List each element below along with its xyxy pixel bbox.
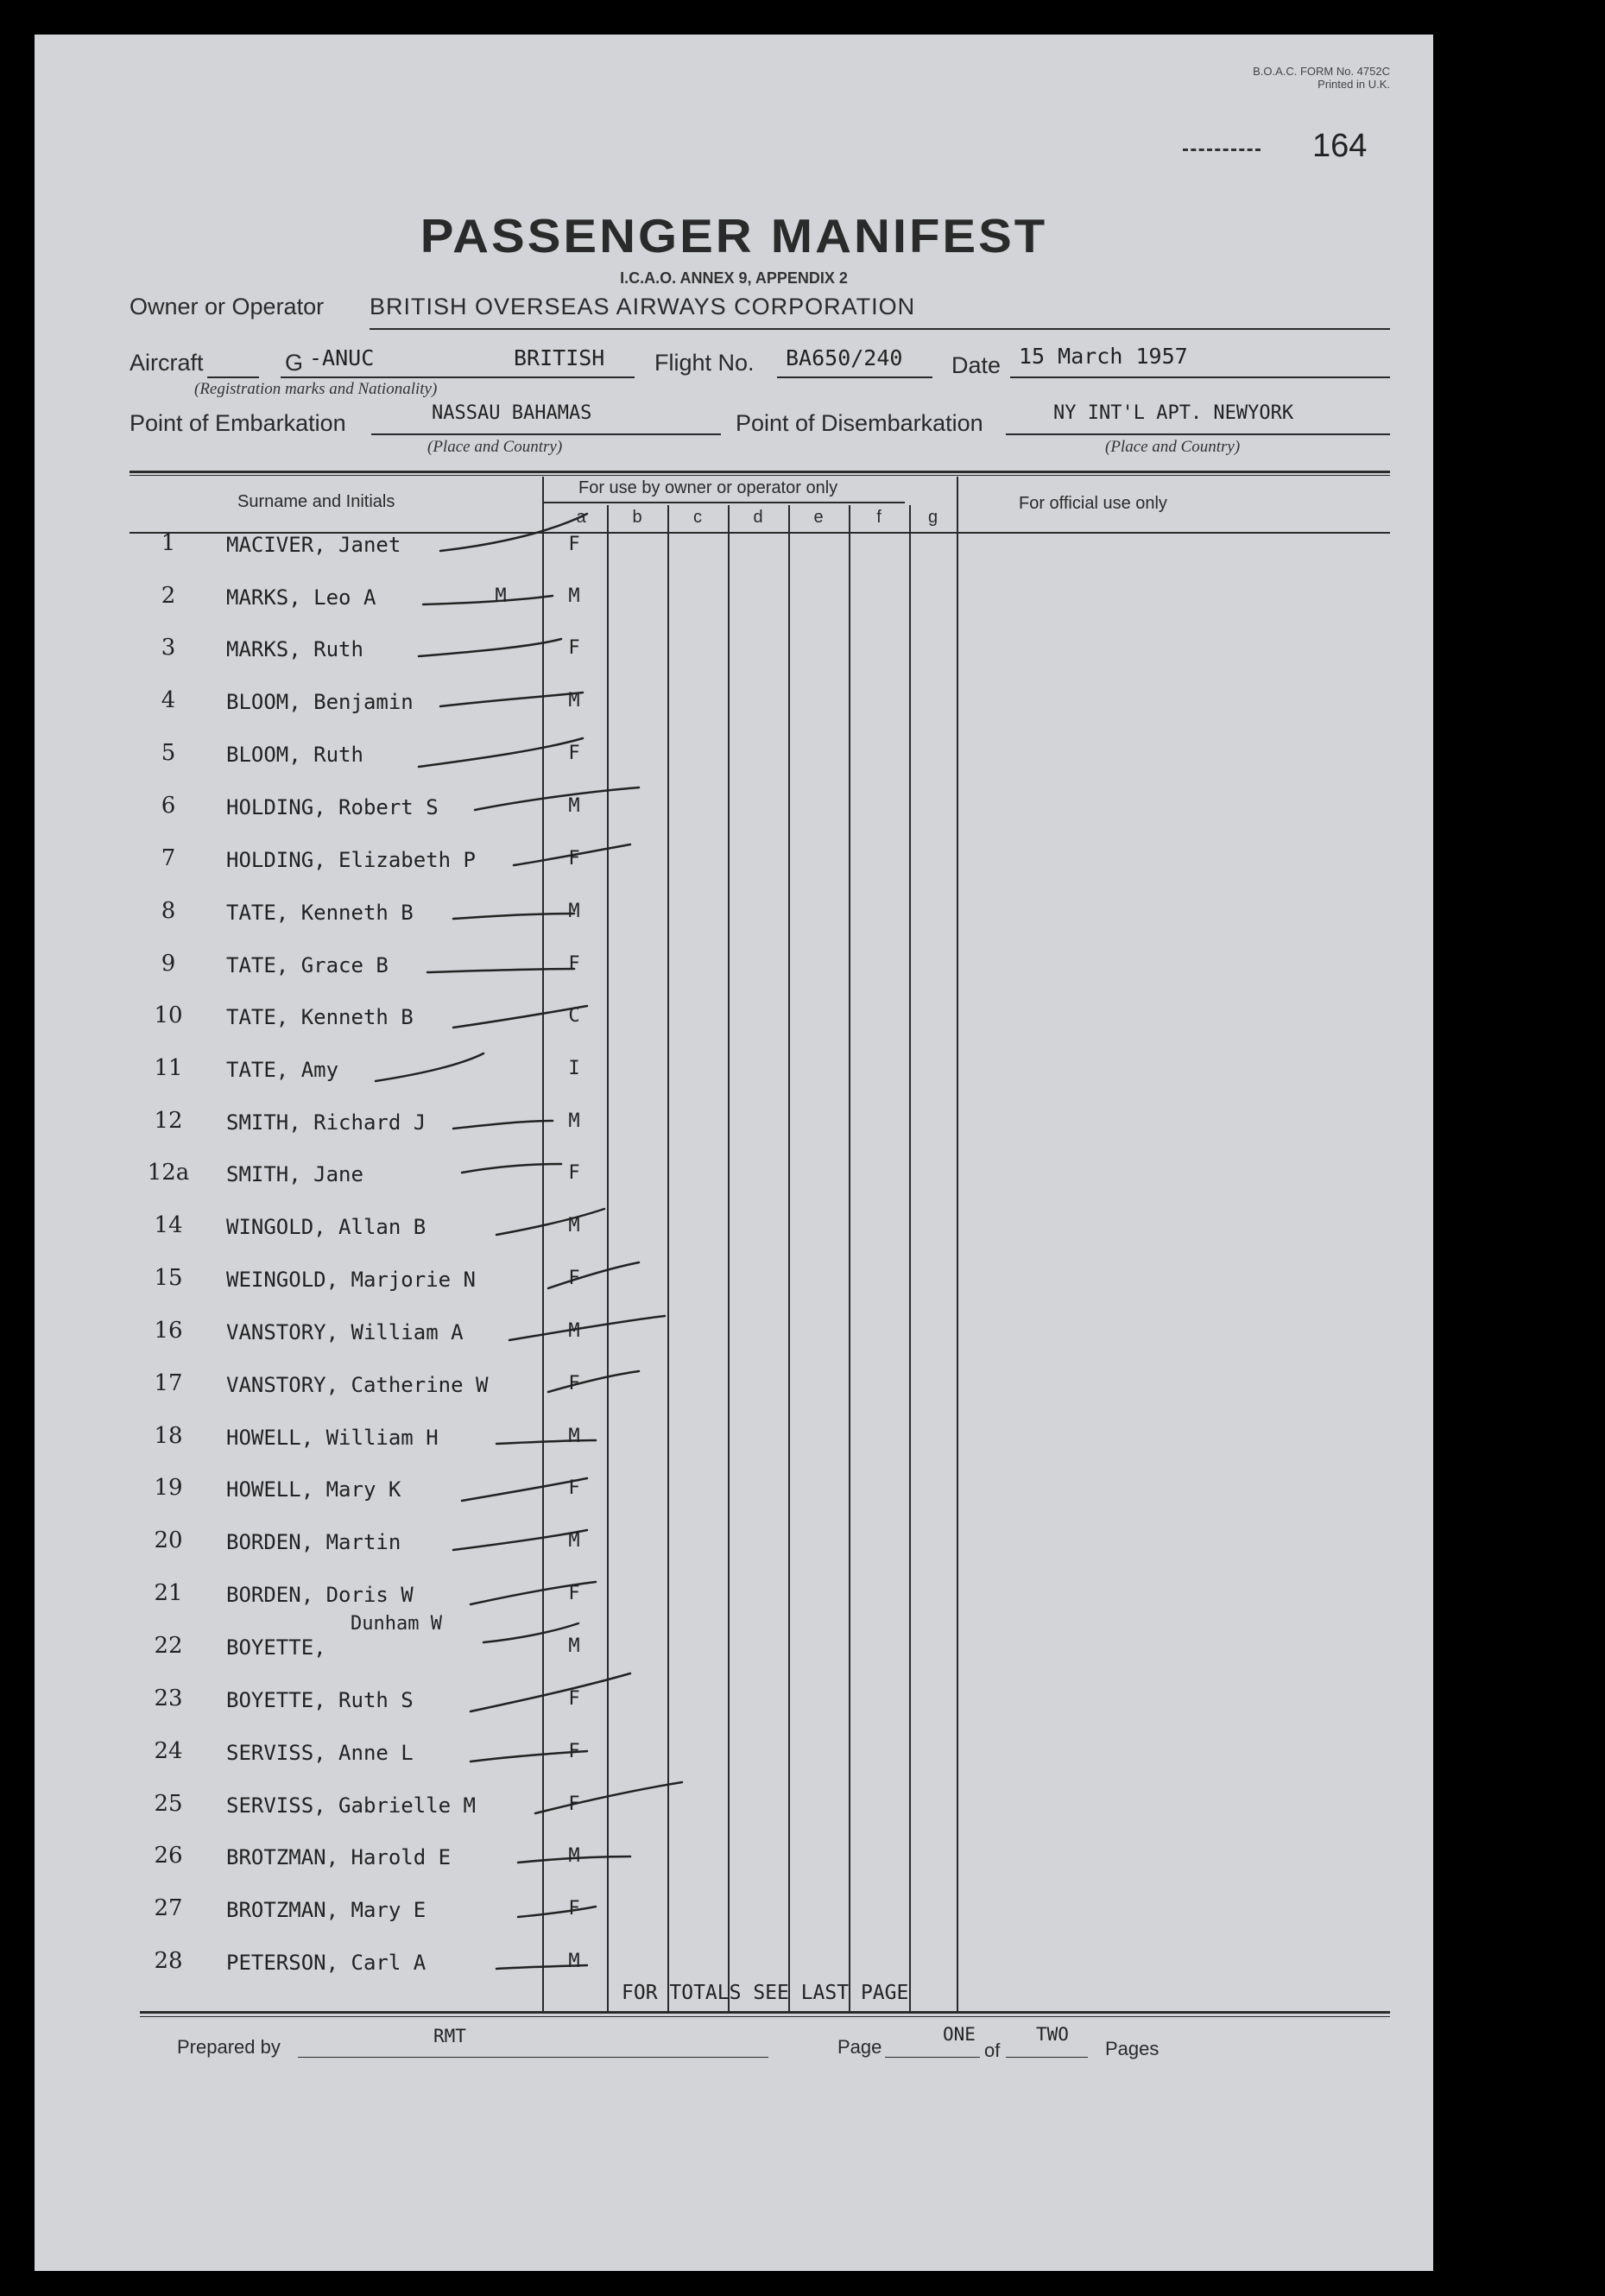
row-name: PETERSON, Carl A xyxy=(226,1951,427,1975)
date-value: 15 March 1957 xyxy=(1019,344,1188,369)
row-name: WINGOLD, Allan B xyxy=(226,1215,427,1239)
row-number: 23 xyxy=(154,1686,183,1711)
row-sex: F xyxy=(568,1793,580,1815)
row-number: 10 xyxy=(154,1003,183,1028)
row-extra-mark: M xyxy=(495,585,507,607)
embark-label: Point of Embarkation xyxy=(130,410,346,436)
of-value: TWO xyxy=(1036,2024,1069,2045)
official-use-header: For official use only xyxy=(1019,494,1167,513)
pen-stroke xyxy=(419,738,583,767)
pen-stroke xyxy=(462,1478,587,1501)
row-sex: F xyxy=(568,1373,580,1395)
row-name: BOYETTE, Ruth S xyxy=(226,1688,414,1712)
row-sex: F xyxy=(568,743,580,764)
row-sex: F xyxy=(568,534,580,555)
row-number: 2 xyxy=(161,583,176,609)
row-name: MARKS, Ruth xyxy=(226,637,363,661)
row-sex: M xyxy=(568,1215,580,1237)
row-sex: M xyxy=(568,1951,580,1972)
row-name: BROTZMAN, Mary E xyxy=(226,1898,427,1922)
page-title: PASSENGER MANIFEST xyxy=(420,209,1048,263)
row-number: 12 xyxy=(154,1108,183,1134)
row-name: HOLDING, Elizabeth P xyxy=(226,848,476,872)
prepared-value: RMT xyxy=(433,2026,466,2046)
pen-stroke xyxy=(471,1582,596,1604)
form-number-text: B.O.A.C. FORM No. 4752C xyxy=(1253,65,1390,78)
row-sex: M xyxy=(568,1530,580,1552)
manifest-sheet xyxy=(35,35,1433,2271)
row-name: MACIVER, Janet xyxy=(226,533,401,557)
pen-stroke xyxy=(518,1907,596,1917)
row-name: TATE, Amy xyxy=(226,1058,339,1082)
flight-label: Flight No. xyxy=(654,350,755,376)
row-sex: M xyxy=(568,690,580,712)
row-name: WEINGOLD, Marjorie N xyxy=(226,1268,476,1292)
pen-stroke xyxy=(535,1782,682,1813)
row-sex: M xyxy=(568,1635,580,1657)
page-label: Page xyxy=(837,2036,882,2058)
row-sex: M xyxy=(568,1110,580,1132)
row-sex: F xyxy=(568,1162,580,1184)
row-name: TATE, Kenneth B xyxy=(226,1005,414,1029)
row-number: 6 xyxy=(161,793,176,819)
row-number: 5 xyxy=(161,740,176,766)
surname-header: Surname and Initials xyxy=(237,492,395,511)
pen-stroke xyxy=(548,1262,639,1288)
flight-value: BA650/240 xyxy=(786,345,903,370)
disembark-label: Point of Disembarkation xyxy=(736,410,983,436)
row-number: 21 xyxy=(154,1580,183,1606)
prepared-label: Prepared by xyxy=(177,2036,281,2058)
row-number: 8 xyxy=(161,898,176,924)
row-number: 16 xyxy=(154,1318,183,1344)
row-number: 27 xyxy=(154,1895,183,1921)
row-sex: I xyxy=(568,1058,580,1079)
row-number: 12a xyxy=(147,1160,190,1186)
pen-stroke xyxy=(471,1673,630,1711)
pen-stroke xyxy=(453,914,574,919)
pen-stroke xyxy=(427,969,574,972)
row-sex: F xyxy=(568,1268,580,1289)
row-number: 11 xyxy=(154,1055,183,1081)
row-name-addendum: Dunham W xyxy=(351,1613,442,1635)
aircraft-prefix: G xyxy=(285,350,304,376)
pen-stroke xyxy=(440,514,587,551)
subcol-g: g xyxy=(927,508,938,527)
row-number: 24 xyxy=(154,1738,183,1764)
row-sex: F xyxy=(568,1688,580,1710)
row-name: BLOOM, Ruth xyxy=(226,743,363,767)
aircraft-registration: -ANUC xyxy=(309,345,375,370)
row-name: HOWELL, Mary K xyxy=(226,1477,401,1502)
pen-stroke xyxy=(514,844,630,865)
row-sex: F xyxy=(568,1583,580,1604)
row-sex: M xyxy=(568,1426,580,1447)
row-number: 25 xyxy=(154,1791,183,1817)
row-name: SERVISS, Gabrielle M xyxy=(226,1793,476,1818)
subcol-b: b xyxy=(632,508,642,527)
of-label: of xyxy=(984,2040,1001,2061)
disembark-value: NY INT'L APT. NEWYORK xyxy=(1053,402,1294,424)
prepared-underline xyxy=(298,2057,768,2058)
pen-stroke xyxy=(496,1965,587,1969)
row-sex: M xyxy=(568,901,580,922)
row-number: 15 xyxy=(154,1265,183,1291)
subcol-a: a xyxy=(576,508,586,527)
subcol-c: c xyxy=(693,508,702,527)
row-sex: F xyxy=(568,1477,580,1499)
owner-value: BRITISH OVERSEAS AIRWAYS CORPORATION xyxy=(370,294,916,319)
totals-note: FOR TOTALS SEE LAST PAGE xyxy=(622,1982,909,2004)
row-name: BROTZMAN, Harold E xyxy=(226,1845,452,1869)
owner-label: Owner or Operator xyxy=(130,294,325,319)
pen-stroke xyxy=(496,1440,596,1444)
pen-stroke xyxy=(453,1530,587,1550)
page-underline xyxy=(885,2057,980,2058)
row-name: TATE, Kenneth B xyxy=(226,901,414,925)
date-label: Date xyxy=(951,352,1002,378)
row-name: BORDEN, Martin xyxy=(226,1530,401,1554)
handwritten-pen-marks xyxy=(35,35,1433,2271)
aircraft-note: (Registration marks and Nationality) xyxy=(194,380,438,398)
pen-stroke xyxy=(483,1623,578,1642)
row-sex: F xyxy=(568,637,580,659)
row-sex: F xyxy=(568,953,580,975)
of-underline xyxy=(1006,2057,1088,2058)
row-number: 4 xyxy=(161,687,176,713)
printed-in-text: Printed in U.K. xyxy=(1317,78,1390,91)
row-name: SERVISS, Anne L xyxy=(226,1741,414,1765)
row-number: 18 xyxy=(154,1423,183,1449)
row-number: 1 xyxy=(161,530,176,556)
row-number: 3 xyxy=(161,635,176,661)
pen-stroke xyxy=(423,596,553,604)
pen-stroke xyxy=(548,1371,639,1392)
row-sex: M xyxy=(568,585,580,607)
pen-stroke xyxy=(419,639,561,656)
row-name: SMITH, Jane xyxy=(226,1162,363,1186)
aircraft-nationality: BRITISH xyxy=(514,345,605,370)
row-number: 20 xyxy=(154,1528,183,1553)
row-number: 28 xyxy=(154,1948,183,1974)
row-sex: F xyxy=(568,1898,580,1920)
embark-note: (Place and Country) xyxy=(427,438,563,456)
subcol-f: f xyxy=(876,508,881,527)
pen-stroke xyxy=(453,1006,587,1028)
embark-value: NASSAU BAHAMAS xyxy=(432,402,592,424)
row-number: 9 xyxy=(161,951,176,977)
row-name: HOLDING, Robert S xyxy=(226,795,439,819)
row-name: HOWELL, William H xyxy=(226,1426,439,1450)
row-number: 14 xyxy=(154,1212,183,1238)
row-sex: F xyxy=(568,848,580,870)
pen-stroke xyxy=(440,693,583,706)
page-subtitle: I.C.A.O. ANNEX 9, APPENDIX 2 xyxy=(620,269,848,287)
row-sex: M xyxy=(568,795,580,817)
row-name: BOYETTE, xyxy=(226,1635,326,1660)
aircraft-label: Aircraft xyxy=(130,350,204,376)
row-sex: M xyxy=(568,1845,580,1867)
pen-stroke xyxy=(462,1164,561,1173)
row-number: 17 xyxy=(154,1370,183,1396)
disembark-note: (Place and Country) xyxy=(1105,438,1241,456)
subcol-e: e xyxy=(813,508,824,527)
page-number: 164 xyxy=(1312,128,1368,164)
pen-stroke xyxy=(453,1121,553,1129)
row-name: VANSTORY, William A xyxy=(226,1320,464,1344)
subcol-d: d xyxy=(753,508,763,527)
pen-stroke xyxy=(471,1751,587,1762)
pages-label: Pages xyxy=(1105,2038,1160,2059)
row-name: TATE, Grace B xyxy=(226,953,389,977)
pen-stroke xyxy=(376,1053,483,1081)
row-name: MARKS, Leo A xyxy=(226,585,376,610)
pen-stroke xyxy=(509,1316,665,1340)
pen-stroke xyxy=(518,1856,630,1863)
row-number: 7 xyxy=(161,845,176,871)
row-sex: C xyxy=(568,1005,580,1027)
row-name: SMITH, Richard J xyxy=(226,1110,427,1135)
row-number: 26 xyxy=(154,1843,183,1869)
pen-stroke xyxy=(496,1209,604,1235)
owner-use-header: For use by owner or operator only xyxy=(578,478,838,497)
row-sex: M xyxy=(568,1320,580,1342)
row-name: BORDEN, Doris W xyxy=(226,1583,414,1607)
row-name: VANSTORY, Catherine W xyxy=(226,1373,489,1397)
pen-stroke xyxy=(475,787,639,810)
row-sex: F xyxy=(568,1741,580,1762)
row-number: 22 xyxy=(154,1633,183,1659)
page-value: ONE xyxy=(943,2024,976,2045)
row-number: 19 xyxy=(154,1475,183,1501)
row-name: BLOOM, Benjamin xyxy=(226,690,414,714)
